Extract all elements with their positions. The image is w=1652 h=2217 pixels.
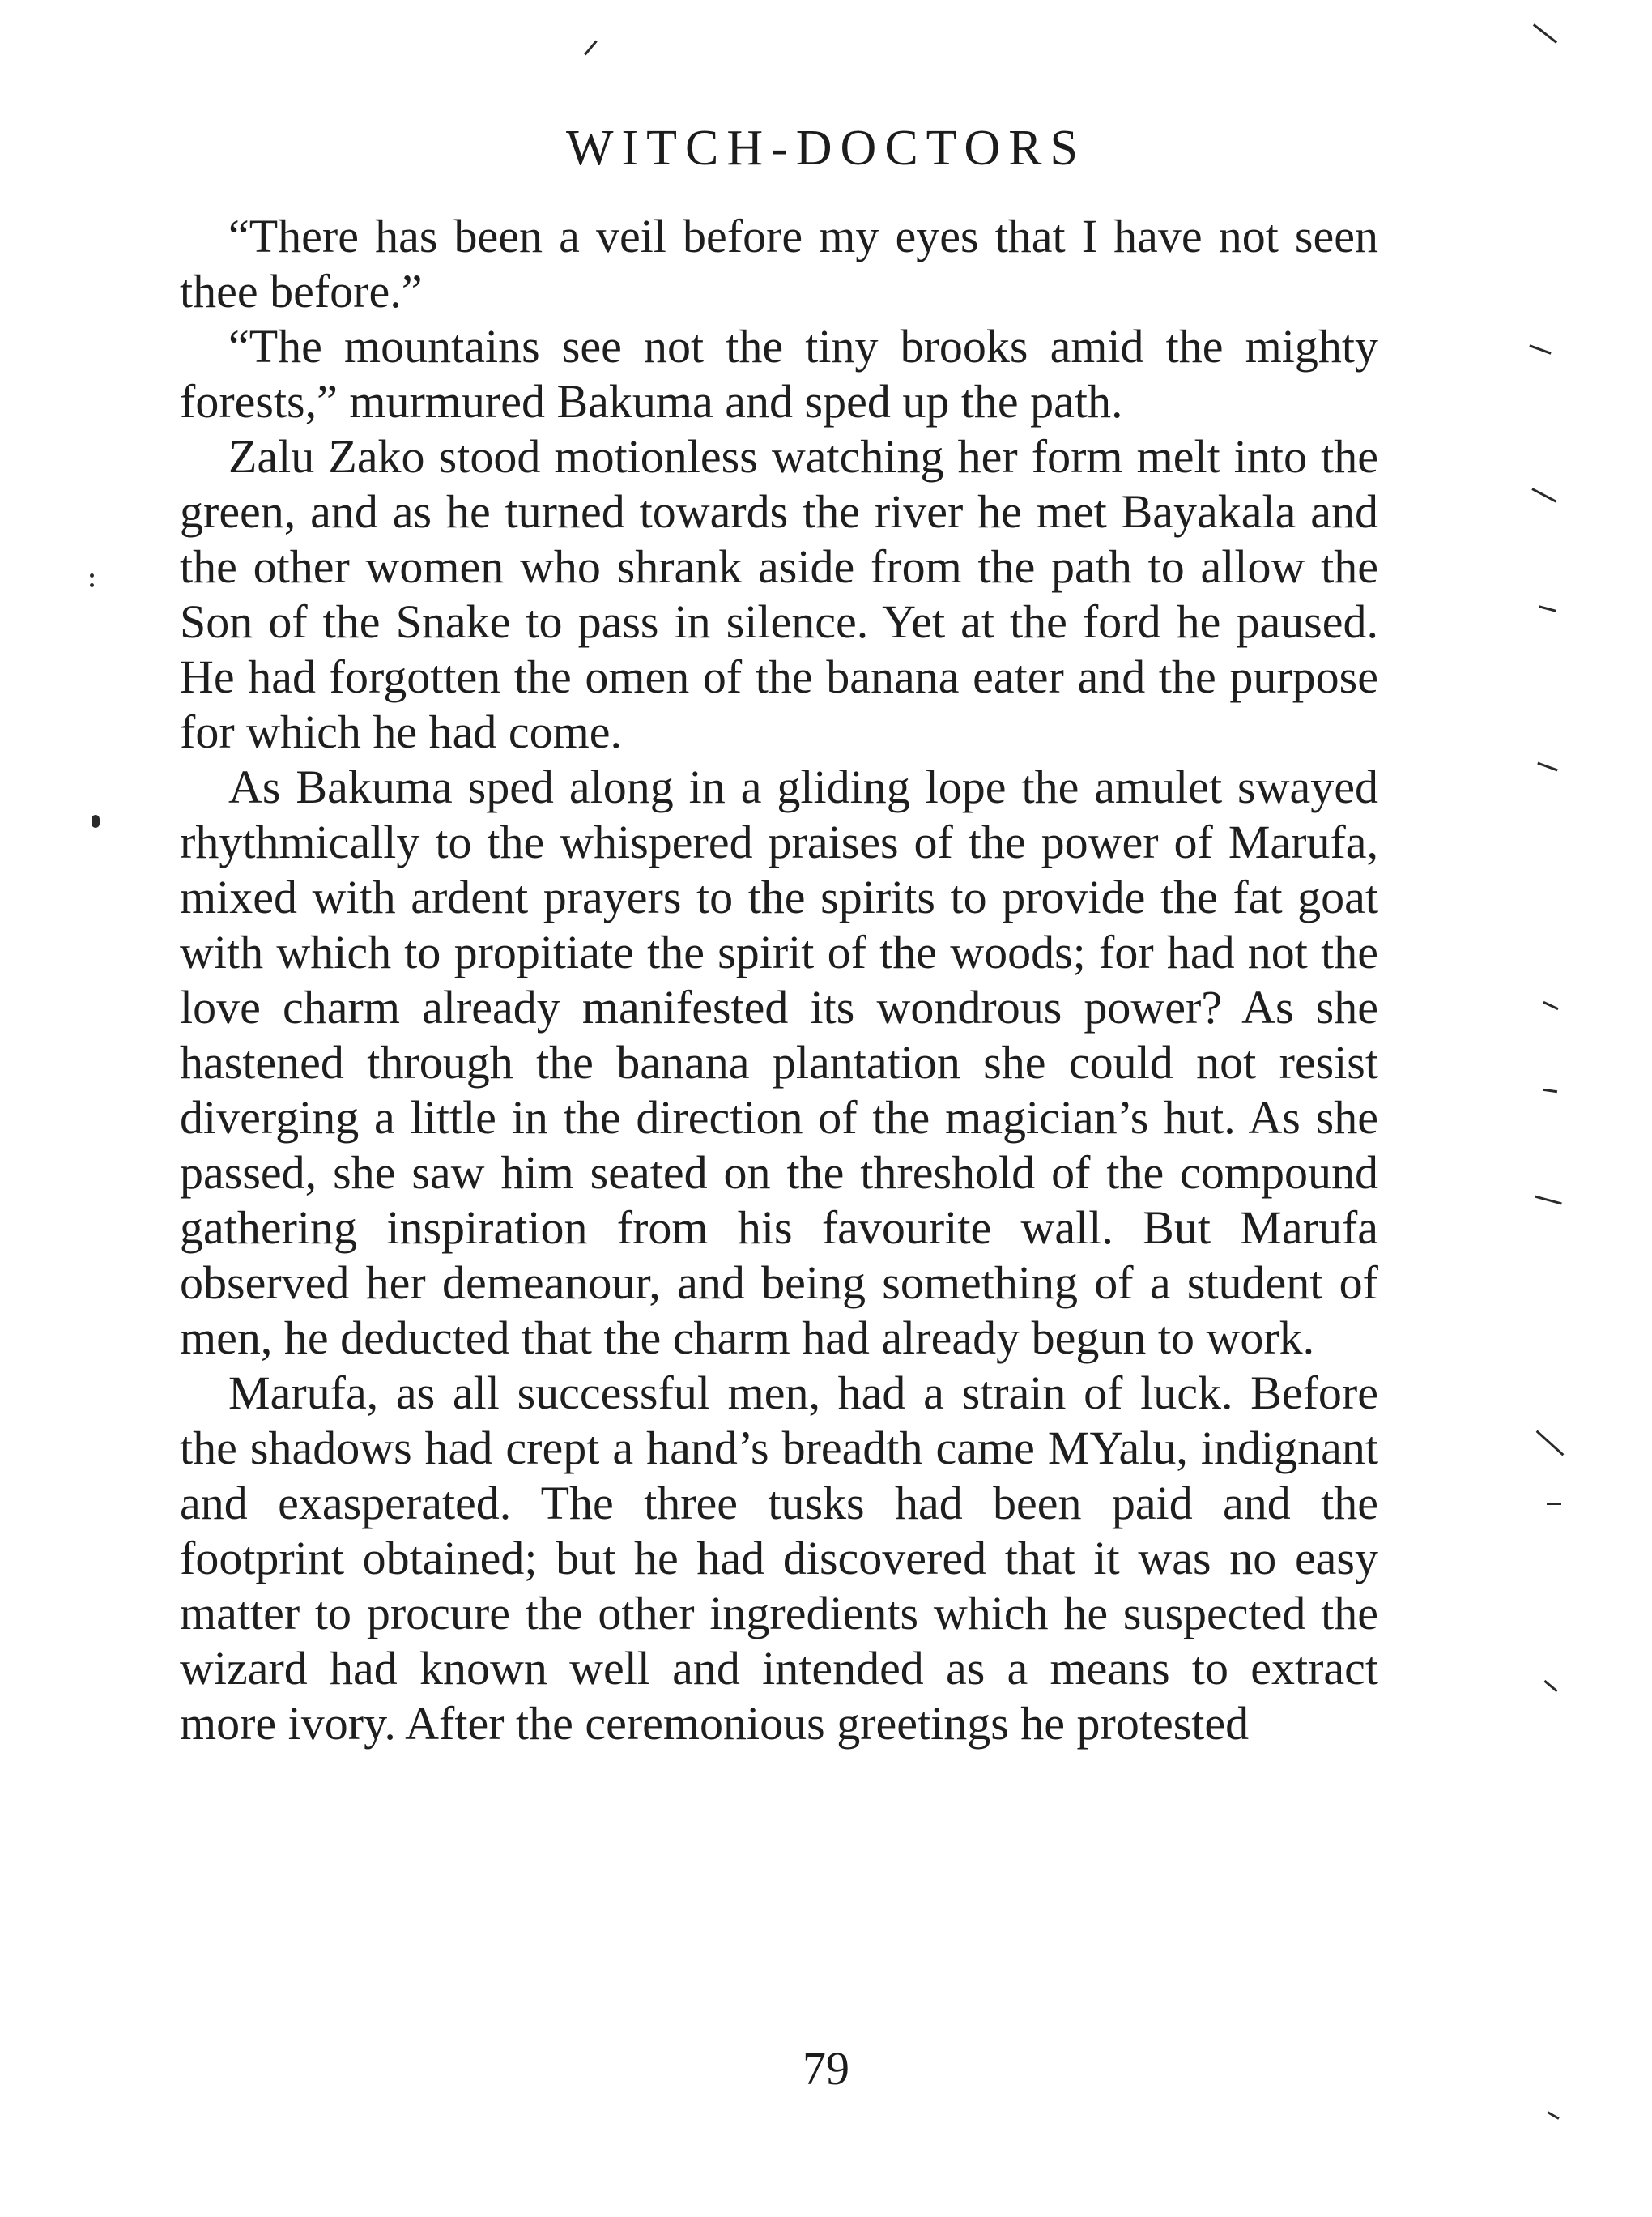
paragraph-3: Zalu Zako stood motionless watching her form melt into the green, and as he turned towards the river he met Bayakala and the other women who shrank aside from the path to allow the Son of the Snake to pass in silence. Yet at the ford he paused. He had forgotten the omen of the banana eater and the purpose for which he had come.: [180, 430, 1378, 758]
scan-mark: [1533, 23, 1557, 44]
scan-mark: [1547, 2111, 1559, 2120]
body-text: [180, 209, 1378, 1751]
scan-mark: [1531, 488, 1556, 503]
scan-mark: [1537, 762, 1557, 772]
running-head: WITCH-DOCTORS: [565, 121, 1087, 176]
scan-mark: [90, 573, 94, 578]
scan-mark: [90, 583, 94, 587]
scan-mark: [1547, 1503, 1561, 1505]
scan-mark: [1543, 1680, 1557, 1692]
paragraph-4: As Bakuma sped along in a gliding lope the amulet swayed rhythmically to the whispered praises of the power of Marufa, mixed with ardent prayers to the spirits to provide the fat goat with which to propitiate the spirit of the woods; for had not the love charm already manifested its wondrous power? As she hastened through the banana plantation she could not resist diverging a little in the direction of the magician’s hut. As she passed, she saw him seated on the threshold of the compound gathering inspiration from his favourite wall. But Marufa observed her demeanour, and being something of a student of men, he deducted that the charm had already begun to work.: [180, 761, 1378, 1364]
scan-mark: [92, 815, 100, 828]
paragraph-5: Marufa, as all successful men, had a strain of luck. Before the shadows had crept a hand’s breadth came MYalu, indignant and exasperated. The three tusks had been paid and the footprint obtained; but he had discovered that it was no easy matter to procure the other ingredients which he suspected the wizard had known well and intended as a means to extract more ivory. After the ceremonious greetings he protested: [180, 1366, 1378, 1750]
scan-mark: [1529, 344, 1551, 354]
scan-mark: [1543, 1001, 1558, 1010]
scan-mark: [584, 41, 597, 56]
scan-mark: [1535, 1196, 1562, 1205]
paragraph-1: “There has been a veil before my eyes that I have not seen thee before.”: [180, 210, 1378, 318]
scan-mark: [1539, 605, 1556, 612]
scan-mark: [1543, 1089, 1557, 1093]
page-number: 79: [803, 2042, 849, 2095]
paragraph-2: “The mountains see not the tiny brooks amid the mighty forests,” murmured Bakuma and sped up the path.: [180, 320, 1378, 428]
scan-mark: [1536, 1430, 1565, 1456]
